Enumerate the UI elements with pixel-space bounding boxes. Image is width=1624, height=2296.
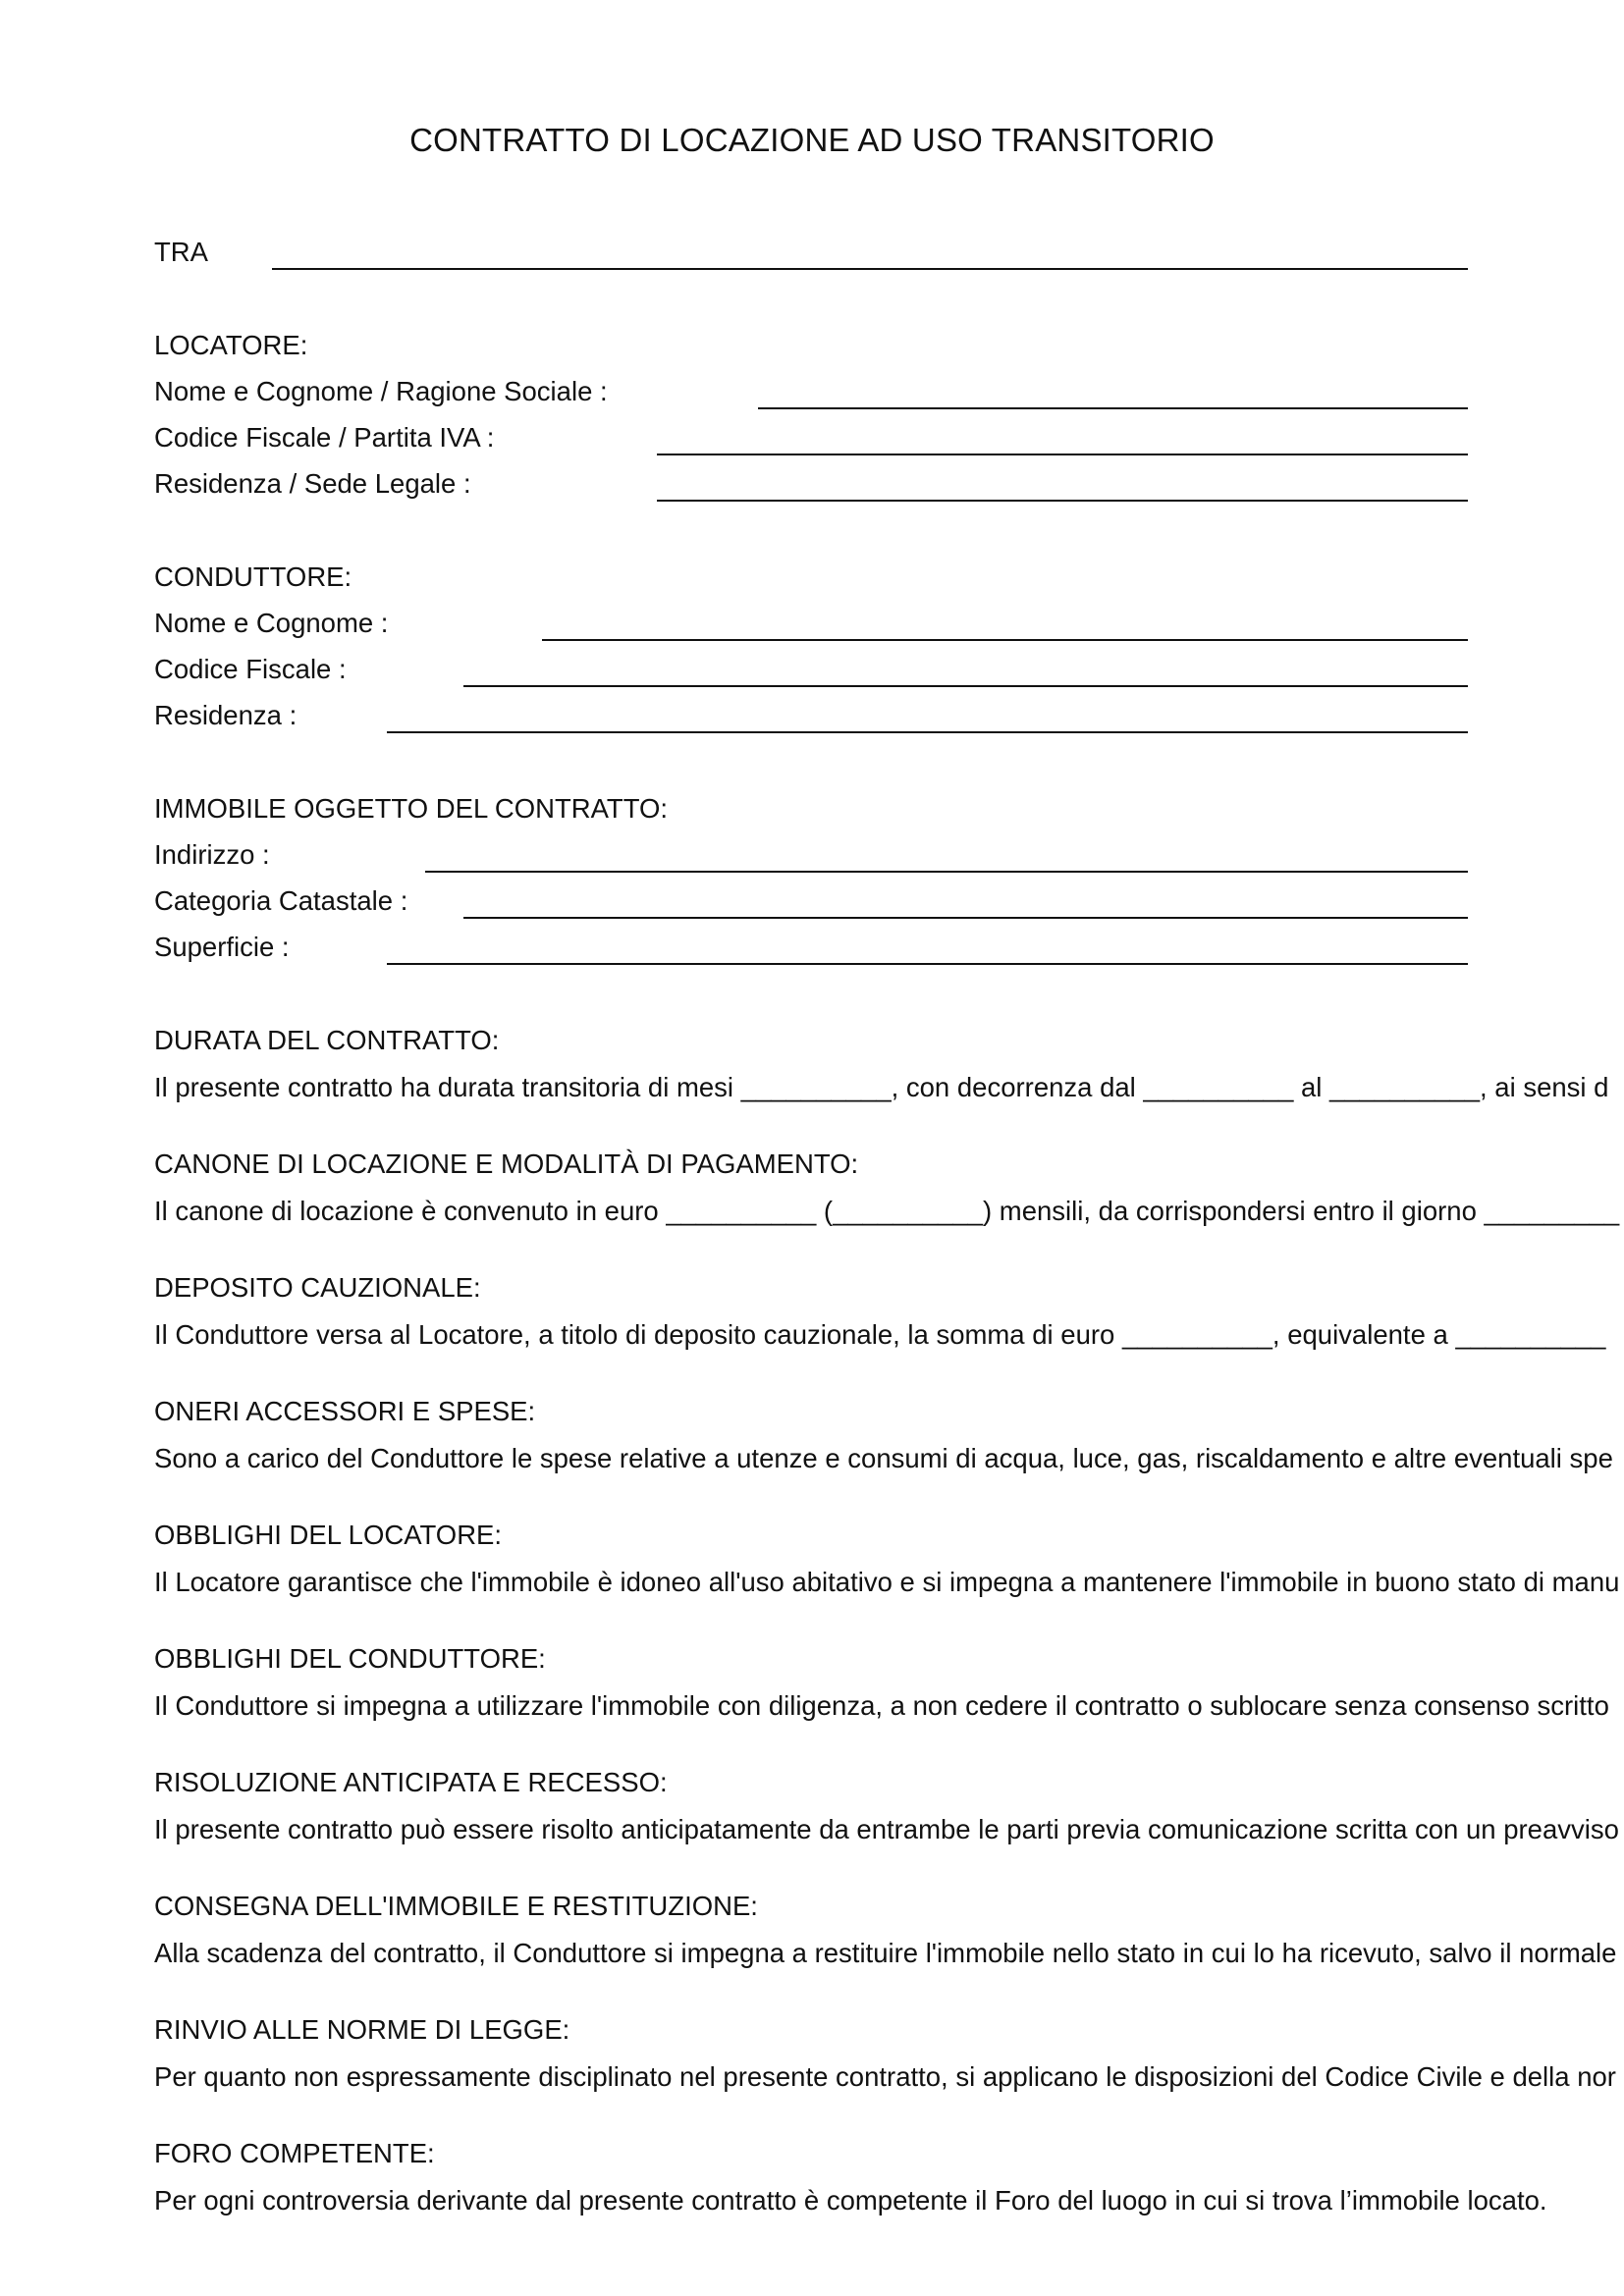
landlord-heading: LOCATORE: xyxy=(154,330,308,360)
tenant-name-label: Nome e Cognome : xyxy=(154,608,389,638)
section-text-landlord-duties: Il Locatore garantisce che l'immobile è idoneo all'uso abitativo e si impegna a mantenere l'immobile in buono stato di manu xyxy=(154,1567,1620,1597)
section-text-deposit: Il Conduttore versa al Locatore, a titolo di deposito cauzionale, la somma di euro __________, equivalente a __________ xyxy=(154,1319,1606,1350)
section-text-charges: Sono a carico del Conduttore le spese relative a utenze e consumi di acqua, luce, gas, riscaldamento e altre eventuali spe xyxy=(154,1443,1613,1473)
landlord-address-field-line[interactable] xyxy=(657,500,1468,502)
property-heading: IMMOBILE OGGETTO DEL CONTRATTO: xyxy=(154,793,669,824)
tenant-heading: CONDUTTORE: xyxy=(154,561,352,592)
section-heading-tenant-duties: OBBLIGHI DEL CONDUTTORE: xyxy=(154,1643,546,1674)
tenant-tax-label: Codice Fiscale : xyxy=(154,654,347,684)
landlord-address-label: Residenza / Sede Legale : xyxy=(154,468,471,499)
landlord-name-label: Nome e Cognome / Ragione Sociale : xyxy=(154,376,608,406)
document-title: CONTRATTO DI LOCAZIONE AD USO TRANSITORIO xyxy=(409,122,1215,158)
tenant-address-field-line[interactable] xyxy=(387,731,1468,733)
section-heading-termination: RISOLUZIONE ANTICIPATA E RECESSO: xyxy=(154,1767,668,1797)
parties-intro-label: TRA xyxy=(154,237,208,267)
section-heading-deposit: DEPOSITO CAUZIONALE: xyxy=(154,1272,481,1303)
section-heading-delivery: CONSEGNA DELL'IMMOBILE E RESTITUZIONE: xyxy=(154,1891,758,1921)
property-surface-label: Superficie : xyxy=(154,932,290,962)
section-text-rent: Il canone di locazione è convenuto in euro __________ (__________) mensili, da corrispondersi entro il giorno _________ xyxy=(154,1196,1620,1226)
tenant-address-label: Residenza : xyxy=(154,700,298,730)
parties-intro-field-line[interactable] xyxy=(272,268,1468,270)
section-text-duration: Il presente contratto ha durata transitoria di mesi __________, con decorrenza dal __________ al __________, ai sensi d xyxy=(154,1072,1609,1102)
landlord-name-field-line[interactable] xyxy=(758,407,1468,409)
section-text-delivery: Alla scadenza del contratto, il Conduttore si impegna a restituire l'immobile nello stato in cui lo ha ricevuto, salvo il normale xyxy=(154,1938,1617,1968)
section-text-legal-reference: Per quanto non espressamente disciplinato nel presente contratto, si applicano le disposizioni del Codice Civile e della nor xyxy=(154,2061,1616,2092)
landlord-tax-label: Codice Fiscale / Partita IVA : xyxy=(154,422,495,453)
section-heading-rent: CANONE DI LOCAZIONE E MODALITÀ DI PAGAMENTO: xyxy=(154,1148,859,1179)
tenant-tax-field-line[interactable] xyxy=(463,685,1468,687)
section-text-jurisdiction: Per ogni controversia derivante dal presente contratto è competente il Foro del luogo in cui si trova l’immobile locato. xyxy=(154,2185,1547,2216)
property-surface-field-line[interactable] xyxy=(387,963,1468,965)
property-address-label: Indirizzo : xyxy=(154,839,270,870)
section-heading-charges: ONERI ACCESSORI E SPESE: xyxy=(154,1396,536,1426)
section-heading-legal-reference: RINVIO ALLE NORME DI LEGGE: xyxy=(154,2014,570,2045)
property-address-field-line[interactable] xyxy=(425,871,1468,873)
section-text-termination: Il presente contratto può essere risolto anticipatamente da entrambe le parti previa comunicazione scritta con un preavviso xyxy=(154,1814,1619,1844)
section-heading-landlord-duties: OBBLIGHI DEL LOCATORE: xyxy=(154,1520,503,1550)
property-category-label: Categoria Catastale : xyxy=(154,885,408,916)
property-category-field-line[interactable] xyxy=(463,917,1468,919)
landlord-tax-field-line[interactable] xyxy=(657,454,1468,455)
section-text-tenant-duties: Il Conduttore si impegna a utilizzare l'immobile con diligenza, a non cedere il contratto o sublocare senza consenso scritto xyxy=(154,1690,1609,1721)
tenant-name-field-line[interactable] xyxy=(542,639,1468,641)
section-heading-jurisdiction: FORO COMPETENTE: xyxy=(154,2138,435,2168)
section-heading-duration: DURATA DEL CONTRATTO: xyxy=(154,1025,500,1055)
